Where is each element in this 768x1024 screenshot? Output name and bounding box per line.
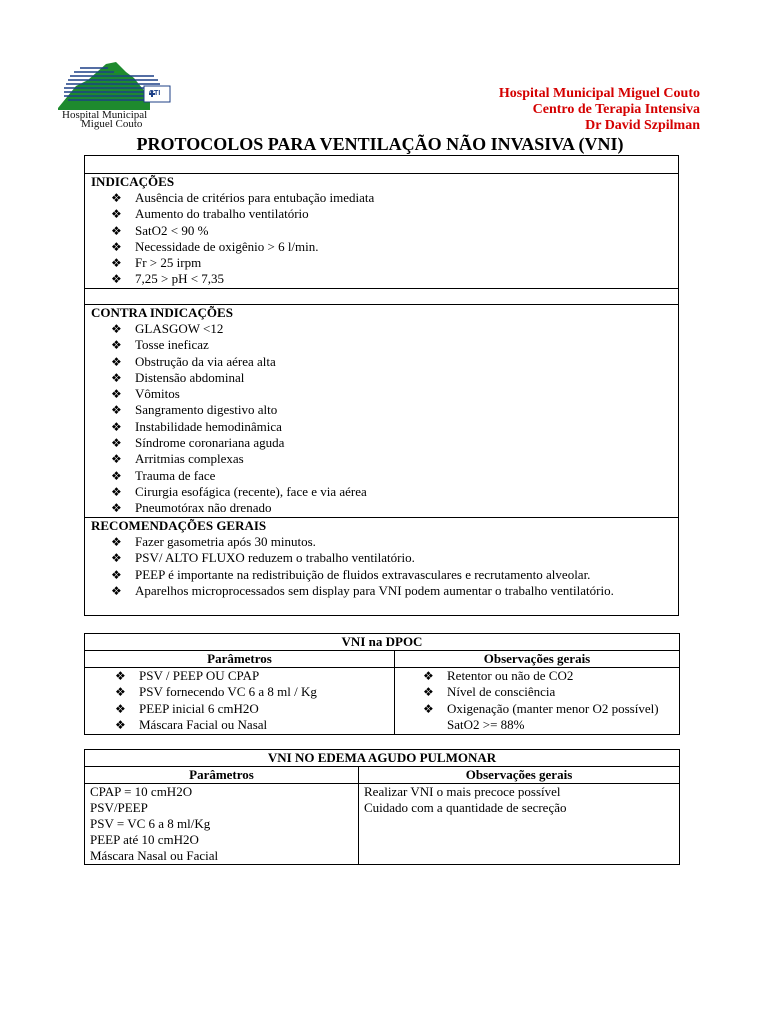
list-item-text: Fazer gasometria após 30 minutos. xyxy=(135,534,316,549)
list-item xyxy=(111,386,678,402)
text-line: PSV/PEEP xyxy=(90,800,148,815)
list-item xyxy=(115,684,394,700)
list-item xyxy=(111,321,678,337)
list-item xyxy=(111,370,678,386)
list-item xyxy=(423,668,669,684)
diamond-bullet-icon: ❖ xyxy=(115,701,126,716)
list-item-text: Nível de consciência xyxy=(447,684,556,700)
diamond-bullet-icon: ❖ xyxy=(115,685,126,700)
list-item-text: Tosse ineficaz xyxy=(135,337,209,353)
diamond-bullet-icon: ❖ xyxy=(111,354,122,369)
text-line: Máscara Nasal ou Facial xyxy=(90,848,219,863)
list-item xyxy=(111,223,678,239)
diamond-bullet-icon: ❖ xyxy=(111,338,122,353)
diamond-bullet-icon: ❖ xyxy=(111,452,122,467)
diamond-bullet-icon: ❖ xyxy=(111,419,122,434)
edema-table xyxy=(84,749,680,865)
list-item xyxy=(111,337,678,353)
contra-heading: CONTRA INDICAÇÕES xyxy=(91,305,233,320)
diamond-bullet-icon: ❖ xyxy=(111,191,122,205)
dpoc-col-parametros: Parâmetros xyxy=(85,651,395,668)
diamond-bullet-icon: ❖ xyxy=(111,567,122,582)
diamond-bullet-icon: ❖ xyxy=(111,403,122,418)
diamond-bullet-icon: ❖ xyxy=(115,669,126,683)
diamond-bullet-icon: ❖ xyxy=(111,223,122,238)
list-item-text: PEEP inicial 6 cmH2O xyxy=(139,700,259,716)
list-item-text: Obstrução da via aérea alta xyxy=(135,353,276,369)
dpoc-params-list xyxy=(85,668,394,733)
logo-text-line2: Miguel Couto xyxy=(81,118,143,130)
list-item xyxy=(111,567,670,583)
list-item xyxy=(111,255,678,271)
list-item xyxy=(115,701,394,717)
text-line: PSV = VC 6 a 8 ml/Kg xyxy=(90,816,211,831)
text-line: Realizar VNI o mais precoce possível xyxy=(364,784,561,799)
indicacoes-section xyxy=(84,173,679,289)
recomendacoes-heading: RECOMENDAÇÕES GERAIS xyxy=(91,518,267,533)
list-item-text: PEEP é importante na redistribuição de fluidos extravasculares e recrutamento alveolar. xyxy=(135,566,591,582)
list-item-text: Vômitos xyxy=(135,386,180,402)
list-item xyxy=(423,701,669,734)
list-item-text: Ausência de critérios para entubação imediata xyxy=(135,190,375,205)
diamond-bullet-icon: ❖ xyxy=(423,669,434,683)
list-item xyxy=(111,419,678,435)
list-item-text: Trauma de face xyxy=(135,467,216,483)
diamond-bullet-icon: ❖ xyxy=(111,272,122,287)
list-item-text: Máscara Facial ou Nasal xyxy=(139,716,268,732)
diamond-bullet-icon: ❖ xyxy=(111,256,122,271)
diamond-bullet-icon: ❖ xyxy=(111,535,122,549)
list-item xyxy=(111,271,678,287)
list-item-text: GLASGOW <12 xyxy=(135,321,224,336)
list-item-text: Síndrome coronariana aguda xyxy=(135,435,285,451)
diamond-bullet-icon: ❖ xyxy=(111,436,122,451)
list-item xyxy=(115,668,394,684)
diamond-bullet-icon: ❖ xyxy=(423,685,434,700)
list-item-text: PSV / PEEP OU CPAP xyxy=(139,668,260,683)
recomendacoes-list xyxy=(85,534,678,599)
diamond-bullet-icon: ❖ xyxy=(111,387,122,402)
contra-list xyxy=(85,321,678,517)
list-item-text: Retentor ou não de CO2 xyxy=(447,668,574,683)
diamond-bullet-icon: ❖ xyxy=(115,717,126,732)
list-item-text: Distensão abdominal xyxy=(135,369,245,385)
diamond-bullet-icon: ❖ xyxy=(111,239,122,254)
list-item xyxy=(111,239,678,255)
text-line: CPAP = 10 cmH2O xyxy=(90,784,193,799)
empty-row-middle xyxy=(84,288,679,305)
diamond-bullet-icon: ❖ xyxy=(111,468,122,483)
edema-params xyxy=(85,784,358,864)
indicacoes-heading: INDICAÇÕES xyxy=(91,174,175,189)
list-item-text: Pneumotórax não drenado xyxy=(135,500,272,516)
diamond-bullet-icon: ❖ xyxy=(111,551,122,566)
list-item xyxy=(111,451,678,467)
list-item xyxy=(111,435,678,451)
list-item-text: Necessidade de oxigênio > 6 l/min. xyxy=(135,238,319,254)
list-item-text: Oxigenação (manter menor O2 possível) SatO2 >= 88% xyxy=(447,700,659,732)
edema-obs xyxy=(359,784,679,816)
indicacoes-list xyxy=(85,190,678,288)
contra-indicacoes-section xyxy=(84,304,679,518)
list-item xyxy=(111,500,678,516)
edema-col-parametros: Parâmetros xyxy=(85,767,359,784)
dpoc-col-observacoes: Observações gerais xyxy=(395,651,680,668)
dpoc-obs-list xyxy=(395,668,679,733)
list-item xyxy=(423,684,669,700)
list-item-text: Fr > 25 irpm xyxy=(135,255,202,271)
diamond-bullet-icon: ❖ xyxy=(111,583,122,598)
logo-badge: CTI xyxy=(149,90,161,97)
list-item-text: Aparelhos microprocessados sem display para VNI podem aumentar o trabalho ventilatório. xyxy=(135,582,614,598)
list-item xyxy=(111,468,678,484)
list-item-text: Instabilidade hemodinâmica xyxy=(135,418,282,434)
list-item xyxy=(111,534,670,550)
list-item-text: PSV/ ALTO FLUXO reduzem o trabalho ventilatório. xyxy=(135,550,415,566)
list-item xyxy=(111,583,670,599)
list-item xyxy=(111,190,678,206)
diamond-bullet-icon: ❖ xyxy=(111,501,122,516)
list-item xyxy=(111,206,678,222)
diamond-bullet-icon: ❖ xyxy=(111,207,122,222)
list-item-text: Aumento do trabalho ventilatório xyxy=(135,206,309,222)
edema-title: VNI NO EDEMA AGUDO PULMONAR xyxy=(85,750,680,767)
list-item-text: Sangramento digestivo alto xyxy=(135,402,278,418)
text-line: Cuidado com a quantidade de secreção xyxy=(364,800,567,815)
empty-row-top xyxy=(84,155,679,174)
doctor-name: Dr David Szpilman xyxy=(585,118,700,133)
logo-text-line1: Hospital Municipal xyxy=(62,109,148,121)
edema-col-observacoes: Observações gerais xyxy=(359,767,680,784)
list-item xyxy=(111,402,678,418)
page-title: PROTOCOLOS PARA VENTILAÇÃO NÃO INVASIVA (VNI) xyxy=(136,134,624,154)
diamond-bullet-icon: ❖ xyxy=(111,484,122,499)
diamond-bullet-icon: ❖ xyxy=(111,322,122,336)
text-line: PEEP até 10 cmH2O xyxy=(90,832,199,847)
hospital-logo xyxy=(54,58,174,130)
dpoc-title: VNI na DPOC xyxy=(85,634,680,651)
mountain-logo-icon xyxy=(54,58,174,114)
list-item-text: PSV fornecendo VC 6 a 8 ml / Kg xyxy=(139,684,317,700)
recomendacoes-section xyxy=(84,517,679,616)
hospital-name: Hospital Municipal Miguel Couto xyxy=(498,86,700,101)
department-name: Centro de Terapia Intensiva xyxy=(532,102,700,117)
list-item-text: Cirurgia esofágica (recente), face e via aérea xyxy=(135,483,367,499)
list-item-text: Arritmias complexas xyxy=(135,451,244,467)
list-item xyxy=(111,484,678,500)
diamond-bullet-icon: ❖ xyxy=(111,370,122,385)
dpoc-table xyxy=(84,633,680,735)
list-item xyxy=(111,354,678,370)
list-item xyxy=(115,717,394,733)
list-item-text: SatO2 < 90 % xyxy=(135,222,209,238)
list-item xyxy=(111,550,670,566)
diamond-bullet-icon: ❖ xyxy=(423,701,434,716)
list-item-text: 7,25 > pH < 7,35 xyxy=(135,271,225,287)
